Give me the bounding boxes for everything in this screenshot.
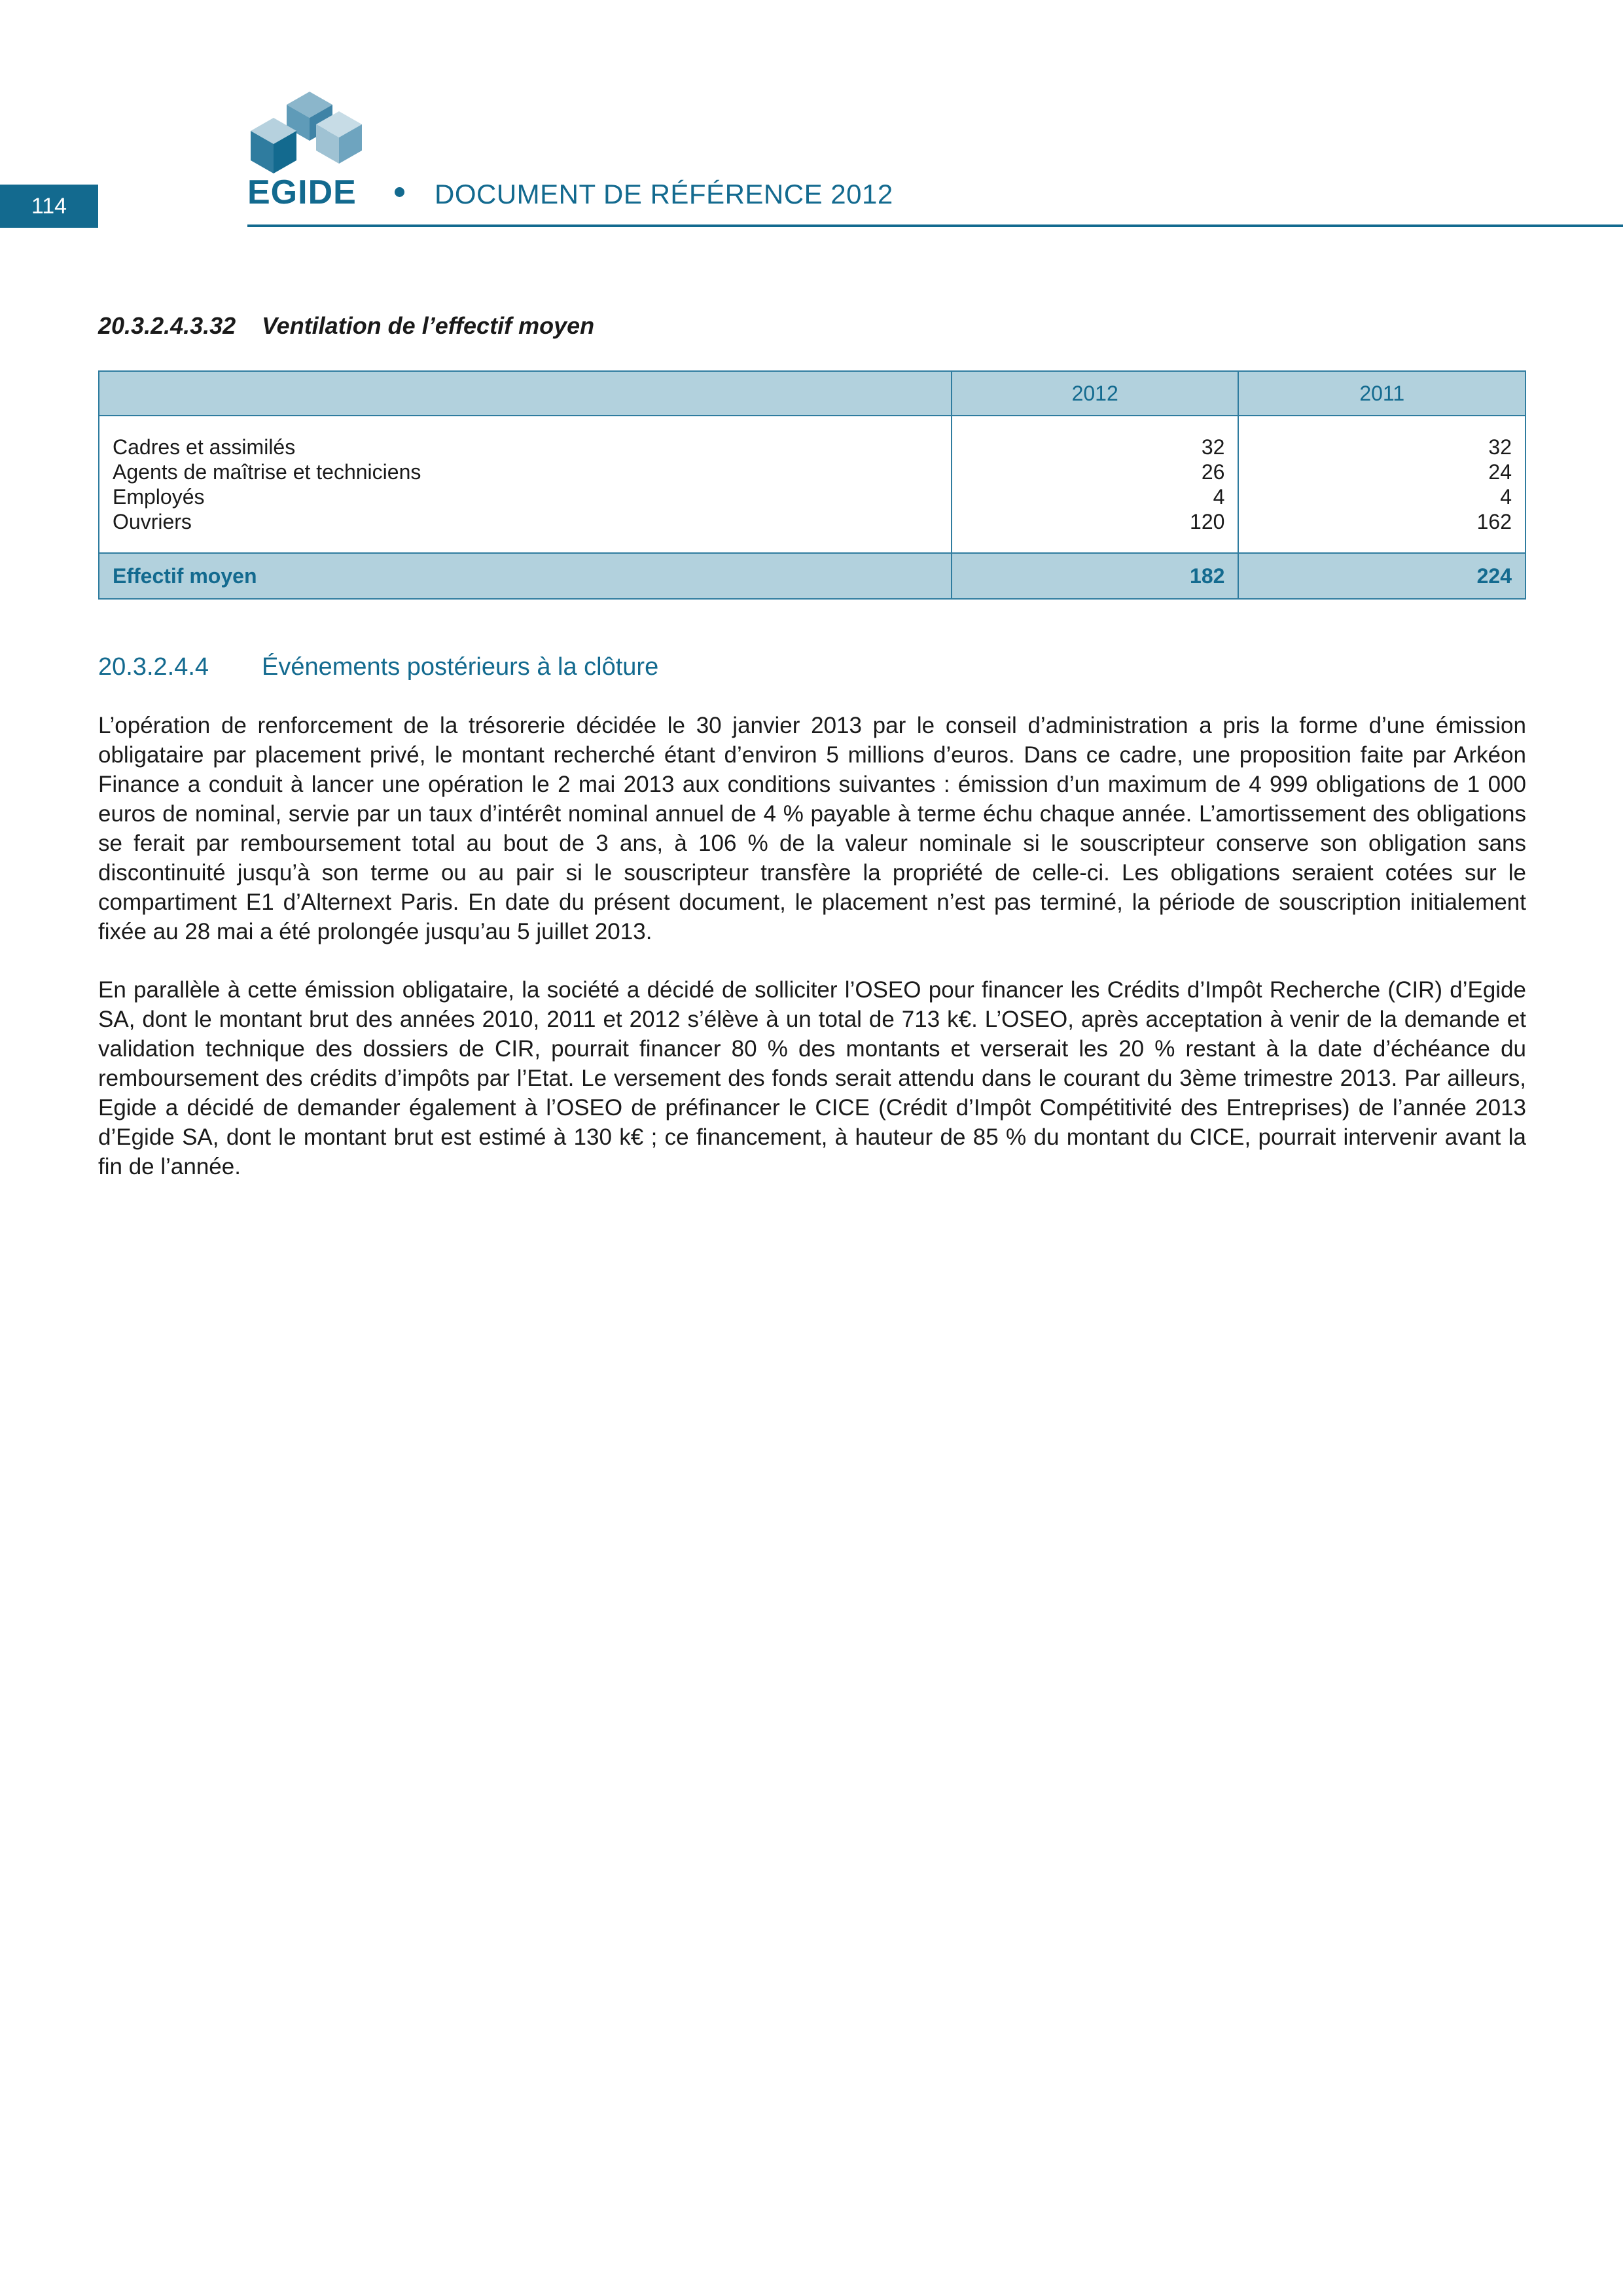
subsection-heading xyxy=(98,652,658,682)
value-2012: 26 xyxy=(1201,460,1225,484)
header-bullet-icon xyxy=(395,187,404,197)
section-title: Ventilation de l’effectif moyen xyxy=(262,312,595,339)
row-label: Cadres et assimilés xyxy=(113,435,296,459)
subsection-title: Événements postérieurs à la clôture xyxy=(262,653,659,681)
row-label: Employés xyxy=(113,485,205,509)
body-paragraph: L’opération de renforcement de la trésorerie décidée le 30 janvier 2013 par le conseil d’administration a pris la forme d’une émission obligataire par placement privé, le montant recherché étant d’environ 5 millions d’euros. Dans ce cadre, une proposition faite par Arkéon Finance a conduit à lancer une opération le 2 mai 2013 aux conditions suivantes : émission d’un maximum de 4 999 obligations de 1 000 euros de nominal, servie par un taux d’intérêt nominal annuel de 4 % payable à terme échu chaque année. L’amortissement des obligations se ferait par remboursement total au bout de 3 ans, à 106 % de la valeur nominale si le souscripteur conserve son obligation sans discontinuité jusqu’à son terme ou au pair si le souscripteur transfère la propriété de celle-ci. Les obligations seraient cotées sur le compartiment E1 d’Alternext Paris. En date du présent document, le placement n’est pas terminé, la période de souscription initialement fixée au 28 mai a été prolongée jusqu’au 5 juillet 2013. xyxy=(98,713,1526,944)
row-label: Ouvriers xyxy=(113,510,192,533)
total-2011: 224 xyxy=(1238,553,1525,599)
table-header-2012: 2012 xyxy=(952,371,1239,416)
value-2012: 120 xyxy=(1190,510,1225,533)
table-header-label xyxy=(99,371,952,416)
subsection-number: 20.3.2.4.4 xyxy=(98,653,209,681)
body-paragraph: En parallèle à cette émission obligataire, la société a décidé de solliciter l’OSEO pour financer les Crédits d’Impôt Recherche (CIR) d’Egide SA, dont le montant brut des années 2010, 2011 et 2012 s’élève à un total de 713 k€. L’OSEO, après acceptation à venir de la demande et validation technique des dossiers de CIR, pourrait financer 80 % des montants et verserait les 20 % restant à la date d’échéance du remboursement des crédits d’impôts par l’Etat. Le versement des fonds serait attendu dans le courant du 3ème trimestre 2013. Par ailleurs, Egide a décidé de demander également à l’OSEO de préfinancer le CICE (Crédit d’Impôt Compétitivité des Entreprises) de l’année 2013 d’Egide SA, dont le montant brut est estimé à 130 k€ ; ce financement, à hauteur de 85 % du montant du CICE, pourrait intervenir avant la fin de l’année. xyxy=(98,977,1526,1179)
section-number: 20.3.2.4.3.32 xyxy=(98,312,236,339)
value-2011: 32 xyxy=(1488,435,1512,459)
row-label: Agents de maîtrise et techniciens xyxy=(113,460,421,484)
value-2012: 4 xyxy=(1213,485,1225,509)
table-total-row xyxy=(99,553,1525,599)
row-labels-cell xyxy=(99,416,952,553)
total-2012: 182 xyxy=(952,553,1239,599)
table-header-row xyxy=(99,371,1525,416)
table-header-2011: 2011 xyxy=(1238,371,1525,416)
header-divider xyxy=(247,224,1623,227)
value-2011: 24 xyxy=(1488,460,1512,484)
values-2012-cell xyxy=(952,416,1239,553)
document-title: DOCUMENT DE RÉFÉRENCE 2012 xyxy=(435,179,893,209)
logo-wordmark: EGIDE xyxy=(247,173,357,211)
value-2011: 162 xyxy=(1476,510,1512,533)
value-2012: 32 xyxy=(1201,435,1225,459)
staff-table xyxy=(98,370,1526,600)
values-2011-cell xyxy=(1238,416,1525,553)
section-heading xyxy=(98,312,594,340)
table-body-row xyxy=(99,416,1525,553)
page-number: 114 xyxy=(0,185,98,228)
total-label: Effectif moyen xyxy=(99,553,952,599)
value-2011: 4 xyxy=(1500,485,1512,509)
